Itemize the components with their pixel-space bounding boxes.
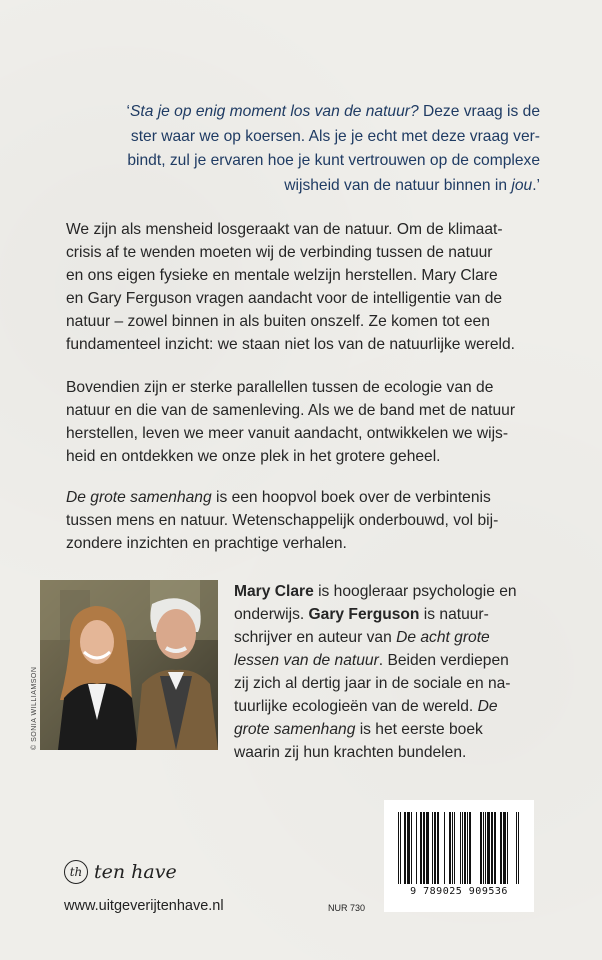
text-segment: bindt, zul je ervaren hoe je kunt vertrouwen op de complexe <box>127 152 540 169</box>
publisher-url[interactable]: www.uitgeverijtenhave.nl <box>64 898 224 914</box>
isbn-barcode <box>384 800 534 912</box>
text-segment: is hoogleraar psychologie en <box>313 583 517 600</box>
text-segment: . Beiden verdiepen <box>378 652 509 669</box>
text-line <box>66 399 544 422</box>
text-line <box>234 626 546 649</box>
barcode-bar <box>518 812 519 884</box>
text-segment: onderwijs. <box>234 606 309 623</box>
text-line <box>66 486 544 509</box>
text-segment: Bovendien zijn er sterke parallellen tussen de ecologie van de <box>66 379 494 396</box>
text-segment: tuurlijke ecologieën van de wereld. <box>234 698 478 715</box>
text-line <box>66 376 544 399</box>
text-segment: We zijn als mensheid losgeraakt van de natuur. Om de klimaat- <box>66 221 503 238</box>
text-line <box>66 218 544 241</box>
barcode-bar <box>454 812 455 884</box>
text-segment: De grote samenhang <box>66 489 212 506</box>
text-segment: wijsheid van de natuur binnen in <box>284 176 512 194</box>
text-line <box>66 264 544 287</box>
barcode-bar <box>464 812 466 884</box>
barcode-bar <box>516 812 517 884</box>
text-segment: De <box>477 698 498 715</box>
text-line <box>60 100 540 125</box>
text-line <box>234 741 546 764</box>
publisher-logo <box>64 860 177 884</box>
publisher-name: ten have <box>94 861 177 883</box>
text-segment: Gary Ferguson <box>308 606 420 623</box>
barcode-bar <box>444 812 445 884</box>
barcode-bar <box>460 812 461 884</box>
text-segment: fundamenteel inzicht: we staan niet los van de natuurlijke wereld. <box>66 336 516 353</box>
barcode-bar <box>420 812 422 884</box>
text-segment: jou <box>511 176 533 194</box>
barcode-bar <box>449 812 451 884</box>
barcode-bars <box>394 812 524 884</box>
barcode-bar <box>432 812 433 884</box>
barcode-bar <box>483 812 484 884</box>
text-line <box>66 422 544 445</box>
barcode-bar <box>407 812 410 884</box>
text-segment: Deze vraag is de <box>418 103 540 120</box>
description-paragraph-3 <box>66 486 544 555</box>
text-line <box>234 649 546 672</box>
barcode-bar <box>434 812 436 884</box>
barcode-bar <box>423 812 425 884</box>
text-segment: natuur – zowel binnen in als buiten onszelf. Ze komen tot een <box>66 313 490 330</box>
text-segment: .’ <box>532 176 540 194</box>
text-line <box>60 149 540 174</box>
text-line <box>66 509 544 532</box>
text-segment: zondere inzichten en prachtige verhalen. <box>66 535 347 552</box>
text-segment: grote samenhang <box>234 721 356 738</box>
publisher-logo-mark: th <box>64 860 88 884</box>
text-line <box>234 603 546 626</box>
text-segment: herstellen, leven we meer vanuit aandacht, ontwikkelen we wijs- <box>66 425 509 442</box>
barcode-bar <box>494 812 496 884</box>
text-segment: is een hoopvol boek over de verbintenis <box>211 489 491 506</box>
text-segment: schrijver en auteur van <box>234 629 397 646</box>
barcode-bar <box>411 812 412 884</box>
barcode-bar <box>503 812 506 884</box>
barcode-bar <box>452 812 453 884</box>
barcode-bar <box>400 812 401 884</box>
barcode-bar <box>469 812 471 884</box>
barcode-bar <box>416 812 417 884</box>
barcode-bar <box>507 812 508 884</box>
text-line <box>66 310 544 333</box>
text-segment: waarin zij hun krachten bundelen. <box>234 744 467 761</box>
text-line <box>234 672 546 695</box>
author-photo <box>40 580 218 750</box>
isbn-number: 9 789025 909536 <box>410 886 508 897</box>
barcode-bar <box>485 812 486 884</box>
text-line <box>60 125 540 150</box>
text-segment: crisis af te wenden moeten wij de verbinding tussen de natuur <box>66 244 493 261</box>
text-line <box>66 241 544 264</box>
text-segment: Sta je op enig moment los van de natuur? <box>129 103 419 120</box>
text-line <box>234 718 546 741</box>
text-segment: zij zich al dertig jaar in de sociale en na- <box>234 675 511 692</box>
barcode-bar <box>462 812 463 884</box>
barcode-bar <box>467 812 468 884</box>
blurb-quote <box>60 100 540 198</box>
text-line <box>234 695 546 718</box>
barcode-bar <box>500 812 502 884</box>
text-segment: is het eerste boek <box>355 721 483 738</box>
text-segment: Mary Clare <box>234 583 314 600</box>
text-segment: en ons eigen fysieke en mentale welzijn herstellen. Mary Clare <box>66 267 498 284</box>
text-line <box>66 333 544 356</box>
barcode-bar <box>480 812 482 884</box>
barcode-bar <box>437 812 439 884</box>
photo-credit: © SONIA WILLIAMSON <box>31 666 38 750</box>
barcode-bar <box>491 812 493 884</box>
nur-code: NUR 730 <box>328 903 366 913</box>
text-line <box>66 445 544 468</box>
text-segment: De acht grote <box>396 629 490 646</box>
text-segment: ster waar we op koersen. Als je je echt met deze vraag ver- <box>130 127 540 145</box>
text-segment: ‘ <box>126 103 130 120</box>
barcode-bar <box>487 812 490 884</box>
description-paragraph-2 <box>66 376 544 468</box>
author-photo-illustration <box>40 580 218 750</box>
text-segment: is natuur- <box>419 606 489 623</box>
barcode-bar <box>404 812 406 884</box>
text-segment: natuur en die van de samenleving. Als we de band met de natuur <box>66 402 516 419</box>
text-segment: lessen van de natuur <box>234 652 379 669</box>
text-segment: heid en ontdekken we onze plek in het grotere geheel. <box>66 448 441 465</box>
text-line <box>234 580 546 603</box>
text-segment: en Gary Ferguson vragen aandacht voor de intelligentie van de <box>66 290 503 307</box>
barcode-bar <box>398 812 399 884</box>
text-line <box>60 174 540 199</box>
barcode-bar <box>426 812 429 884</box>
description-paragraph-1 <box>66 218 544 356</box>
text-line <box>66 287 544 310</box>
author-bio <box>234 580 546 764</box>
text-line <box>66 532 544 555</box>
text-segment: tussen mens en natuur. Wetenschappelijk onderbouwd, vol bij- <box>66 512 499 529</box>
